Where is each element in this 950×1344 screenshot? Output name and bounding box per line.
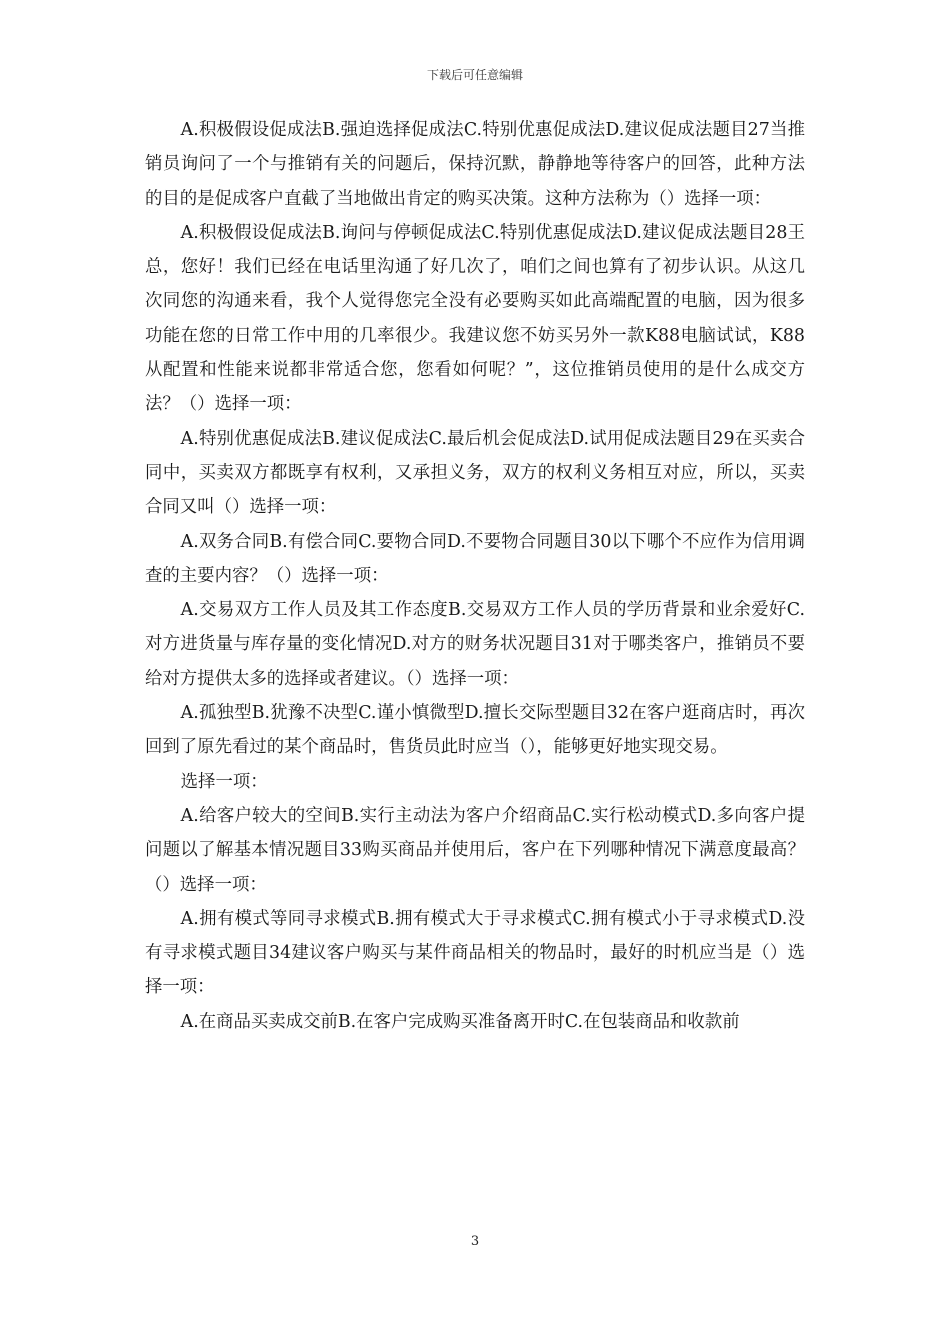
paragraph: A.孤独型B.犹豫不决型C.谨小慎微型D.擅长交际型题目32在客户逛商店时，再次回到了原先看过的某个商品时，售货员此时应当（），能够更好地实现交易。 (145, 703, 805, 758)
paragraph: 选择一项： (180, 771, 268, 792)
paragraph: A.拥有模式等同寻求模式B.拥有模式大于寻求模式C.拥有模式小于寻求模式D.没有寻求模式题目34建议客户购买与某件商品相关的物品时，最好的时机应当是（）选择一项： (145, 908, 805, 998)
paragraph: A.在商品买卖成交前B.在客户完成购买准备离开时C.在包装商品和收款前 (180, 1011, 740, 1032)
paragraph: A.交易双方工作人员及其工作态度B.交易双方工作人员的学历背景和业余爱好C.对方进货量与库存量的变化情况D.对方的财务状况题目31对于哪类客户，推销员不要给对方提供太多的选择或者建议。（）选择一项： (145, 600, 805, 689)
paragraph: A.给客户较大的空间B.实行主动法为客户介绍商品C.实行松动模式D.多向客户提问题以了解基本情况题目33购买商品并使用后，客户在下列哪种情况下满意度最高？（）选择一项： (145, 805, 805, 895)
paragraph: A.积极假设促成法B.强迫选择促成法C.特别优惠促成法D.建议促成法题目27当推销员询问了一个与推销有关的问题后，保持沉默，静静地等待客户的回答，此种方法的目的是促成客户直截了当地做出肯定的购买决策。这种方法称为（）选择一项： (145, 120, 805, 209)
page-number: 3 (470, 1234, 480, 1249)
page-header: 下载后可任意编辑 (426, 68, 523, 82)
paragraph: A.积极假设促成法B.询问与停顿促成法C.特别优惠促成法D.建议促成法题目28王总，您好！我们已经在电话里沟通了好几次了，咱们之间也算有了初步认识。从这几次同您的沟通来看，我个人觉得您完全没有必要购买如此高端配置的电脑，因为很多功能在您的日常工作中用的几率很少。我建议您不妨买另外一款K88电脑试试，K88从配置和性能来说都非常适合您，您看如何呢？”，这位推销员使用的是什么成交方法？（）选择一项： (145, 222, 805, 415)
paragraph: A.特别优惠促成法B.建议促成法C.最后机会促成法D.试用促成法题目29在买卖合同中，买卖双方都既享有权利，又承担义务，双方的权利义务相互对应，所以，买卖合同又叫（）选择一项： (145, 428, 805, 518)
paragraph: A.双务合同B.有偿合同C.要物合同D.不要物合同题目30以下哪个不应作为信用调查的主要内容？（）选择一项： (145, 531, 805, 586)
document-body (145, 113, 805, 1039)
